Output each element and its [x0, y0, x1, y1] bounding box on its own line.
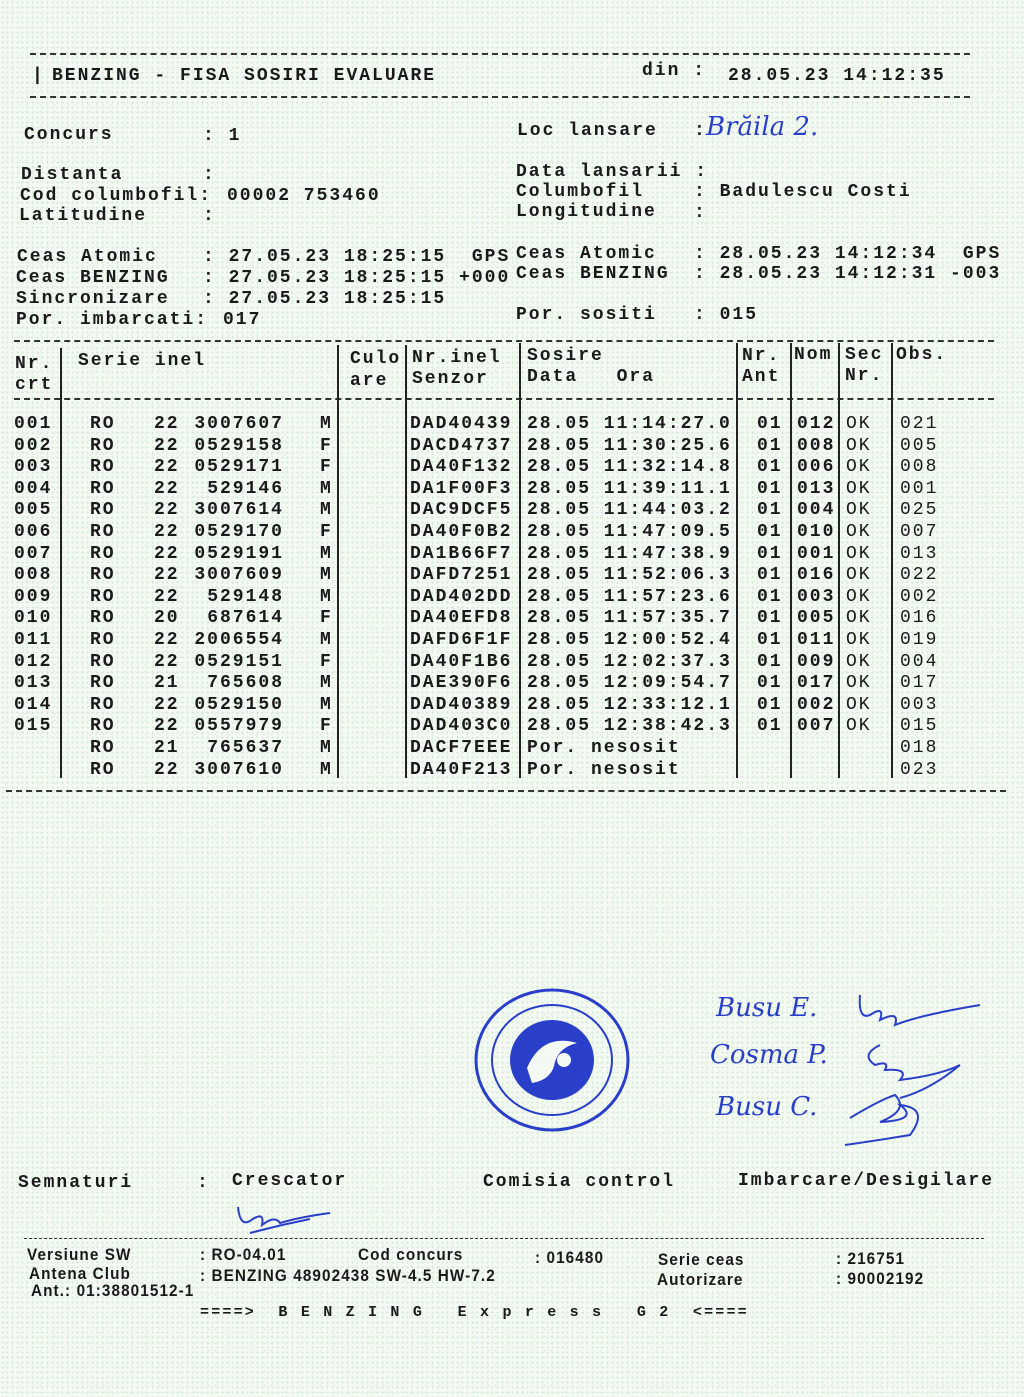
country-code: RO — [90, 716, 116, 737]
row-number: 012 — [14, 651, 53, 672]
sex: M — [320, 414, 333, 434]
sec-status: OK — [846, 457, 872, 478]
ring-number: 0529170 — [194, 522, 284, 542]
nom-number: 006 — [797, 457, 836, 478]
arrival-datetime: 28.05 12:02:37.3 — [527, 651, 732, 672]
antenna-id: Ant.: 01:38801512-1 — [31, 1281, 195, 1300]
col-divider — [838, 343, 840, 778]
cod-columbofil-value: 00002 753460 — [227, 186, 381, 206]
sensor-ring: DACF7EEE — [410, 738, 513, 758]
antenna-number: 01 — [757, 522, 783, 542]
ring-year: 20 — [154, 608, 180, 629]
col-divider — [891, 343, 893, 778]
ring-year: 22 — [154, 651, 180, 672]
ring-year: 22 — [154, 478, 180, 499]
ring-year: 22 — [154, 522, 180, 542]
row-number: 004 — [14, 478, 53, 499]
obs-number: 023 — [900, 759, 939, 780]
country-code: RO — [90, 414, 116, 434]
antena-value: : BENZING 48902438 SW-4.5 HW-7.2 — [200, 1266, 496, 1285]
ceas-atomic-label: Ceas Atomic — [17, 247, 158, 267]
ring-number: 765608 — [207, 673, 284, 694]
nom-number: 002 — [797, 694, 836, 715]
sex: M — [320, 738, 333, 758]
arrival-datetime: 28.05 12:33:12.1 — [527, 694, 732, 715]
country-code: RO — [90, 435, 116, 456]
col-culoare-2: are — [350, 371, 389, 391]
col-divider — [790, 343, 792, 778]
country-code: RO — [90, 630, 116, 650]
obs-number: 018 — [900, 738, 939, 758]
ring-number: 0557979 — [194, 716, 284, 737]
sensor-ring: DAD40439 — [410, 414, 513, 434]
sex: F — [320, 522, 333, 542]
arrival-datetime: 28.05 11:47:09.5 — [527, 522, 732, 542]
distanta-value: : — [203, 165, 216, 185]
loc-lansare-handwritten: Brăila 2. — [706, 112, 819, 142]
col-sec-nr: Nr. — [845, 366, 884, 386]
country-code: RO — [90, 586, 116, 607]
nom-number: 013 — [797, 478, 836, 499]
col-data-ora: Data Ora — [527, 367, 656, 387]
col-nr-inel: Nr.inel — [412, 348, 502, 368]
sec-status: OK — [846, 414, 872, 434]
serie-ceas-value: : 216751 — [836, 1249, 906, 1268]
nom-number: 017 — [797, 673, 836, 694]
sec-status: OK — [846, 630, 872, 650]
sincronizare-value: : 27.05.23 18:25:15 — [203, 289, 447, 309]
ring-number: 687614 — [207, 608, 284, 629]
nom-number: 011 — [797, 630, 836, 650]
col-serie-inel: Serie inel — [78, 351, 207, 371]
sex: M — [320, 759, 333, 780]
concurs-label: Concurs — [24, 125, 114, 145]
sec-status: OK — [846, 608, 872, 629]
col-nom: Nom — [794, 345, 833, 365]
ceas-atomic-end: : 28.05.23 14:12:34 GPS — [694, 244, 1002, 264]
versiune-label: Versiune SW — [27, 1245, 132, 1264]
imbarcati-value: 017 — [223, 310, 262, 330]
crescator-signature — [230, 1195, 340, 1240]
versiune-value: : RO-04.01 — [200, 1245, 287, 1264]
col-sosire: Sosire — [527, 346, 604, 366]
longitudine-value: : — [694, 203, 707, 223]
cod-concurs-value: : 016480 — [535, 1248, 605, 1267]
distanta-label: Distanta — [21, 165, 124, 185]
concurs-value: : 1 — [203, 126, 242, 146]
semnaturi-colon: : — [197, 1173, 210, 1193]
ceas-atomic-start: : 27.05.23 18:25:15 GPS — [203, 247, 511, 267]
row-number: 002 — [14, 435, 53, 456]
sensor-ring: DA1F00F3 — [410, 478, 513, 499]
sensor-ring: DAD40389 — [410, 694, 513, 715]
sensor-ring: DAD402DD — [410, 586, 513, 607]
obs-number: 002 — [900, 586, 939, 607]
sex: M — [320, 478, 333, 499]
arrival-datetime: 28.05 11:32:14.8 — [527, 457, 732, 478]
columbofil-label: Columbofil — [516, 182, 645, 202]
sec-status: OK — [846, 435, 872, 456]
sex: F — [320, 608, 333, 629]
col-senzor: Senzor — [412, 369, 489, 389]
antenna-number: 01 — [757, 694, 783, 715]
ceas-benzing-end-label: Ceas BENZING — [516, 264, 670, 284]
sensor-ring: DA40F132 — [410, 457, 513, 478]
ring-number: 765637 — [207, 738, 284, 758]
ceas-benzing-start: : 27.05.23 18:25:15 +000 — [203, 268, 511, 288]
row-number: 003 — [14, 457, 53, 478]
ring-year: 22 — [154, 414, 180, 434]
country-code: RO — [90, 673, 116, 694]
header-border-top — [30, 53, 970, 55]
latitudine-value: : — [203, 206, 216, 226]
country-code: RO — [90, 565, 116, 586]
arrival-datetime: 28.05 12:00:52.4 — [527, 630, 732, 650]
obs-number: 025 — [900, 500, 939, 521]
sensor-ring: DAFD7251 — [410, 565, 513, 586]
obs-number: 021 — [900, 414, 939, 434]
country-code: RO — [90, 651, 116, 672]
col-divider — [337, 345, 339, 778]
obs-number: 013 — [900, 543, 939, 564]
loc-colon: : — [694, 121, 707, 141]
nom-number: 003 — [797, 586, 836, 607]
table-header-border — [14, 398, 994, 400]
imbarcati-label: Por. imbarcati: — [16, 310, 209, 330]
antenna-number: 01 — [757, 414, 783, 434]
obs-number: 016 — [900, 608, 939, 629]
col-culoare: Culo — [350, 349, 402, 369]
sec-status: OK — [846, 586, 872, 607]
col-ant: Ant — [742, 367, 781, 387]
ceas-benzing-end: : 28.05.23 14:12:31 -003 — [694, 264, 1002, 284]
row-number: 014 — [14, 694, 53, 715]
sex: F — [320, 651, 333, 672]
col-crt: crt — [15, 375, 54, 395]
country-code: RO — [90, 500, 116, 521]
sensor-ring: DACD4737 — [410, 435, 513, 456]
ring-number: 529146 — [207, 478, 284, 499]
arrival-datetime: 28.05 11:39:11.1 — [527, 478, 732, 499]
col-divider — [519, 343, 521, 778]
sex: F — [320, 716, 333, 737]
antenna-number: 01 — [757, 673, 783, 694]
obs-number: 004 — [900, 651, 939, 672]
sensor-ring: DA1B66F7 — [410, 543, 513, 564]
nom-number: 012 — [797, 414, 836, 434]
header-pipe: | — [32, 66, 45, 86]
obs-number: 015 — [900, 716, 939, 737]
arrival-datetime: 28.05 11:57:23.6 — [527, 586, 732, 607]
nom-number: 007 — [797, 716, 836, 737]
col-obs: Obs. — [896, 345, 948, 365]
table-border-bottom — [6, 790, 1006, 792]
ceas-atomic-end-label: Ceas Atomic — [516, 244, 657, 264]
arrival-datetime: 28.05 11:44:03.2 — [527, 500, 732, 521]
col-nr-ant: Nr. — [742, 346, 781, 366]
country-code: RO — [90, 759, 116, 780]
row-number: 015 — [14, 716, 53, 737]
row-number: 006 — [14, 522, 53, 542]
sec-status: OK — [846, 543, 872, 564]
ring-year: 21 — [154, 738, 180, 758]
col-sec: Sec — [845, 345, 884, 365]
arrival-datetime: 28.05 12:09:54.7 — [527, 673, 732, 694]
nom-number: 005 — [797, 608, 836, 629]
sensor-ring: DA40F213 — [410, 759, 513, 780]
brand-line: ====> B E N Z I N G E x p r e s s G 2 <==== — [200, 1304, 749, 1321]
row-number: 005 — [14, 500, 53, 521]
sensor-ring: DAE390F6 — [410, 673, 513, 694]
row-number: 001 — [14, 414, 53, 434]
sex: M — [320, 543, 333, 564]
arrival-datetime: 28.05 11:57:35.7 — [527, 608, 732, 629]
obs-number: 007 — [900, 522, 939, 542]
ring-number: 3007609 — [194, 565, 284, 586]
footer-border — [24, 1238, 984, 1239]
sex: M — [320, 673, 333, 694]
sex: M — [320, 694, 333, 715]
row-number: 008 — [14, 565, 53, 586]
sec-status: OK — [846, 673, 872, 694]
din-label: din : — [642, 61, 707, 81]
row-number: 007 — [14, 543, 53, 564]
ring-year: 22 — [154, 759, 180, 780]
signature-scribbles — [840, 980, 1000, 1150]
nom-number: 016 — [797, 565, 836, 586]
ring-number: 3007614 — [194, 500, 284, 521]
antenna-number: 01 — [757, 608, 783, 629]
country-code: RO — [90, 457, 116, 478]
ring-number: 0529151 — [194, 651, 284, 672]
cod-columbofil-label: Cod columbofil: — [20, 186, 213, 206]
sositi-label: Por. sositi — [516, 305, 657, 325]
data-lansarii-label: Data lansarii : — [516, 162, 709, 182]
obs-number: 005 — [900, 435, 939, 456]
nom-number: 004 — [797, 500, 836, 521]
col-divider — [60, 348, 62, 778]
obs-number: 001 — [900, 478, 939, 499]
sex: M — [320, 500, 333, 521]
ceas-benzing-label: Ceas BENZING — [16, 268, 170, 288]
semnaturi-label: Semnaturi — [18, 1173, 134, 1193]
arrival-datetime: 28.05 11:30:25.6 — [527, 435, 732, 456]
nom-number: 009 — [797, 651, 836, 672]
columbofil-value: : Badulescu Costi — [694, 182, 912, 202]
serie-ceas-label: Serie ceas — [658, 1250, 745, 1269]
country-code: RO — [90, 694, 116, 715]
sensor-ring: DA40F1B6 — [410, 651, 513, 672]
row-number: 013 — [14, 673, 53, 694]
ring-number: 529148 — [207, 586, 284, 607]
ring-year: 22 — [154, 716, 180, 737]
longitudine-label: Longitudine — [516, 202, 657, 222]
obs-number: 008 — [900, 457, 939, 478]
arrival-datetime: 28.05 11:52:06.3 — [527, 565, 732, 586]
row-number: 009 — [14, 586, 53, 607]
ring-number: 3007610 — [194, 759, 284, 780]
signature-name-3: Busu C. — [716, 1092, 818, 1122]
ring-year: 22 — [154, 500, 180, 521]
country-code: RO — [90, 738, 116, 758]
antenna-number: 01 — [757, 500, 783, 521]
nom-number: 001 — [797, 543, 836, 564]
ring-year: 22 — [154, 630, 180, 650]
antenna-number: 01 — [757, 457, 783, 478]
country-code: RO — [90, 522, 116, 542]
document-title: BENZING - FISA SOSIRI EVALUARE — [52, 66, 437, 86]
comisia-control-label: Comisia control — [483, 1172, 676, 1192]
antenna-number: 01 — [757, 435, 783, 456]
obs-number: 019 — [900, 630, 939, 650]
nom-number: 010 — [797, 522, 836, 542]
col-divider — [736, 343, 738, 778]
sensor-ring: DAC9DCF5 — [410, 500, 513, 521]
sex: M — [320, 630, 333, 650]
ring-number: 3007607 — [194, 414, 284, 434]
obs-number: 017 — [900, 673, 939, 694]
arrival-datetime: 28.05 11:47:38.9 — [527, 543, 732, 564]
antena-label: Antena Club — [29, 1264, 131, 1283]
obs-number: 003 — [900, 694, 939, 715]
club-stamp — [472, 988, 632, 1133]
row-number: 011 — [14, 630, 53, 650]
ring-number: 0529150 — [194, 694, 284, 715]
signature-name-2: Cosma P. — [710, 1040, 828, 1070]
loc-lansare-label: Loc lansare — [517, 121, 658, 141]
antenna-number: 01 — [757, 478, 783, 499]
ring-number: 0529191 — [194, 543, 284, 564]
sec-status: OK — [846, 694, 872, 715]
sec-status: OK — [846, 522, 872, 542]
table-border-top — [14, 340, 994, 342]
antenna-number: 01 — [757, 651, 783, 672]
sex: F — [320, 435, 333, 456]
sec-status: OK — [846, 500, 872, 521]
arrival-datetime: Por. nesosit — [527, 738, 681, 758]
nom-number: 008 — [797, 435, 836, 456]
sex: F — [320, 457, 333, 478]
sex: M — [320, 565, 333, 586]
arrival-datetime: 28.05 11:14:27.0 — [527, 414, 732, 434]
imbarcare-label: Imbarcare/Desigilare — [738, 1171, 995, 1191]
country-code: RO — [90, 608, 116, 629]
sensor-ring: DAFD6F1F — [410, 630, 513, 650]
sensor-ring: DA40EFD8 — [410, 608, 513, 629]
ring-year: 22 — [154, 565, 180, 586]
row-number: 010 — [14, 608, 53, 629]
sec-status: OK — [846, 478, 872, 499]
sensor-ring: DAD403C0 — [410, 716, 513, 737]
sec-status: OK — [846, 651, 872, 672]
autorizare-label: Autorizare — [657, 1270, 744, 1289]
ring-number: 0529171 — [194, 457, 284, 478]
ring-year: 22 — [154, 543, 180, 564]
col-divider — [405, 345, 407, 778]
country-code: RO — [90, 478, 116, 499]
sensor-ring: DA40F0B2 — [410, 522, 513, 542]
sincronizare-label: Sincronizare — [16, 289, 170, 309]
antenna-number: 01 — [757, 630, 783, 650]
print-timestamp: 28.05.23 14:12:35 — [728, 66, 946, 86]
ring-year: 22 — [154, 435, 180, 456]
col-nr: Nr. — [15, 354, 54, 374]
sec-status: OK — [846, 565, 872, 586]
ring-number: 2006554 — [194, 630, 284, 650]
arrival-datetime: 28.05 12:38:42.3 — [527, 716, 732, 737]
cod-concurs-label: Cod concurs — [358, 1245, 464, 1264]
ring-year: 22 — [154, 586, 180, 607]
sositi-value: : 015 — [694, 305, 759, 325]
antenna-number: 01 — [757, 543, 783, 564]
antenna-number: 01 — [757, 586, 783, 607]
crescator-label: Crescator — [232, 1171, 348, 1191]
ring-year: 22 — [154, 694, 180, 715]
ring-number: 0529158 — [194, 435, 284, 456]
obs-number: 022 — [900, 565, 939, 586]
antenna-number: 01 — [757, 716, 783, 737]
ring-year: 21 — [154, 673, 180, 694]
sex: M — [320, 586, 333, 607]
header-border-bottom — [30, 96, 970, 98]
ring-year: 22 — [154, 457, 180, 478]
signature-name-1: Busu E. — [716, 993, 818, 1023]
antenna-number: 01 — [757, 565, 783, 586]
arrival-datetime: Por. nesosit — [527, 759, 681, 780]
sec-status: OK — [846, 716, 872, 737]
autorizare-value: : 90002192 — [836, 1269, 925, 1288]
latitudine-label: Latitudine — [19, 206, 148, 226]
country-code: RO — [90, 543, 116, 564]
